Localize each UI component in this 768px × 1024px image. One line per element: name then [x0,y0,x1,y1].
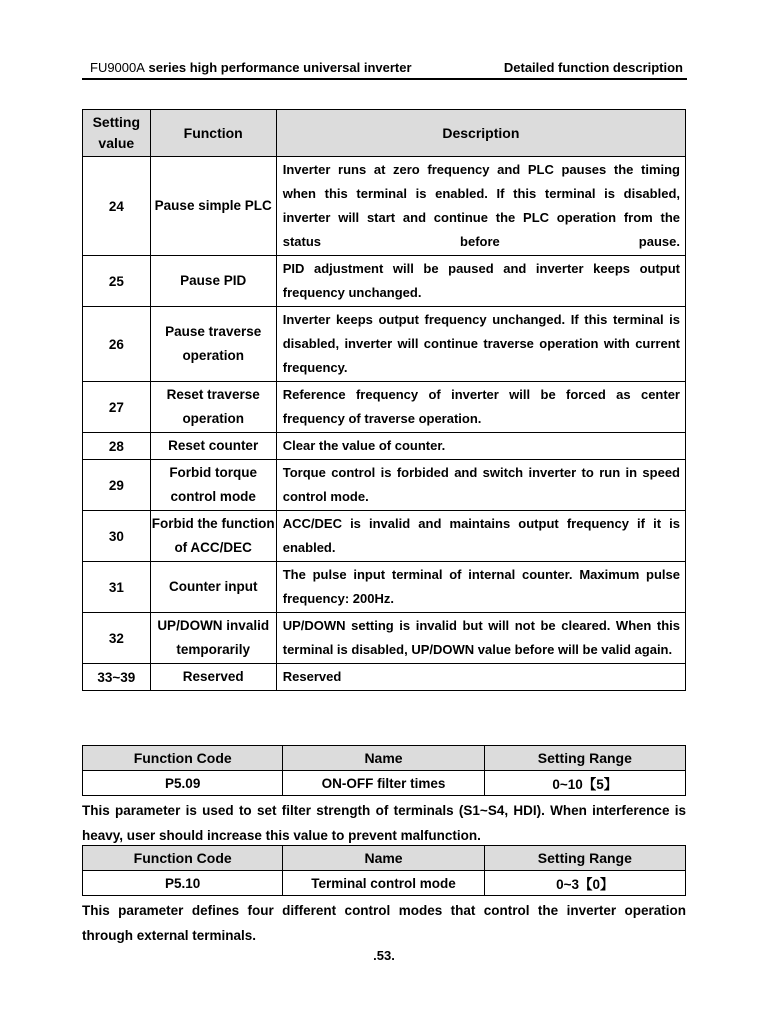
description-cell: Reserved [276,664,685,691]
param-header-row [83,846,686,871]
setting-value-cell: 33~39 [83,664,151,691]
description-cell: UP/DOWN setting is invalid but will not be cleared. When this terminal is disabled, UP/DOWN value before will be valid again. [276,613,685,664]
name-cell: Terminal control mode [283,871,484,896]
header-function: Function [150,110,276,157]
header-name: Name [283,746,484,771]
setting-value-cell: 25 [83,256,151,307]
parameter-table-p5-09 [82,745,686,796]
function-cell: Reset traverse operation [150,382,276,433]
setting-value-cell: 29 [83,460,151,511]
function-cell: Pause PID [150,256,276,307]
description-cell: Inverter runs at zero frequency and PLC pauses the timing when this terminal is enabled. If this terminal is disabled, inverter will start and continue the PLC operation from the status before pause. [276,157,685,256]
table-header-row [83,110,686,157]
name-cell: ON-OFF filter times [283,771,484,796]
function-cell: Forbid torque control mode [150,460,276,511]
param-header-row [83,746,686,771]
description-cell: Clear the value of counter. [276,433,685,460]
setting-value-cell: 32 [83,613,151,664]
description-cell: PID adjustment will be paused and inverter keeps output frequency unchanged. [276,256,685,307]
header-section-title: Detailed function description [503,60,683,75]
function-cell: UP/DOWN invalid temporarily [150,613,276,664]
setting-range-cell: 0~3【0】 [484,871,685,896]
terminal-function-table [82,109,686,691]
description-cell: ACC/DEC is invalid and maintains output frequency if it is enabled. [276,511,685,562]
param-row [83,771,686,796]
header-description: Description [276,110,685,157]
description-cell: The pulse input terminal of internal counter. Maximum pulse frequency: 200Hz. [276,562,685,613]
function-code-cell: P5.10 [83,871,283,896]
description-cell: Torque control is forbided and switch inverter to run in speed control mode. [276,460,685,511]
description-cell: Inverter keeps output frequency unchanged. If this terminal is disabled, inverter will continue traverse operation with current frequency. [276,307,685,382]
setting-value-cell: 30 [83,511,151,562]
table-row [83,613,686,664]
function-cell: Forbid the function of ACC/DEC [150,511,276,562]
param-description-p5-09: This parameter is used to set filter strength of terminals (S1~S4, HDI). When interference is heavy, user should increase this value to prevent malfunction. [82,803,686,843]
setting-value-cell: 27 [83,382,151,433]
param-row [83,871,686,896]
header-model: FU9000A [90,60,145,75]
table-row [83,157,686,256]
function-cell: Pause traverse operation [150,307,276,382]
table-row [83,433,686,460]
function-cell: Counter input [150,562,276,613]
table-row [83,460,686,511]
header-series-text: series high performance universal inverter [144,60,412,75]
function-cell: Reset counter [150,433,276,460]
setting-value-cell: 31 [83,562,151,613]
header-setting-range: Setting Range [484,746,685,771]
function-cell: Pause simple PLC [150,157,276,256]
table-row [83,256,686,307]
table-row [83,664,686,691]
table-row [83,511,686,562]
table-row [83,307,686,382]
header-function-code: Function Code [83,746,283,771]
header-name: Name [283,846,484,871]
function-code-cell: P5.09 [83,771,283,796]
description-cell: Reference frequency of inverter will be forced as center frequency of traverse operation. [276,382,685,433]
header-series-title [90,60,412,75]
table-row [83,562,686,613]
setting-range-cell: 0~10【5】 [484,771,685,796]
header-setting-value: Setting value [83,110,151,157]
function-cell: Reserved [150,664,276,691]
setting-value-cell: 24 [83,157,151,256]
setting-value-cell: 28 [83,433,151,460]
table-row [83,382,686,433]
header-setting-range: Setting Range [484,846,685,871]
setting-value-cell: 26 [83,307,151,382]
header-function-code: Function Code [83,846,283,871]
parameter-table-p5-10 [82,845,686,896]
page-number: .53. [373,948,395,963]
param-description-p5-10: This parameter defines four different control modes that control the inverter operation through external terminals. [82,903,686,943]
page-header [82,60,687,80]
